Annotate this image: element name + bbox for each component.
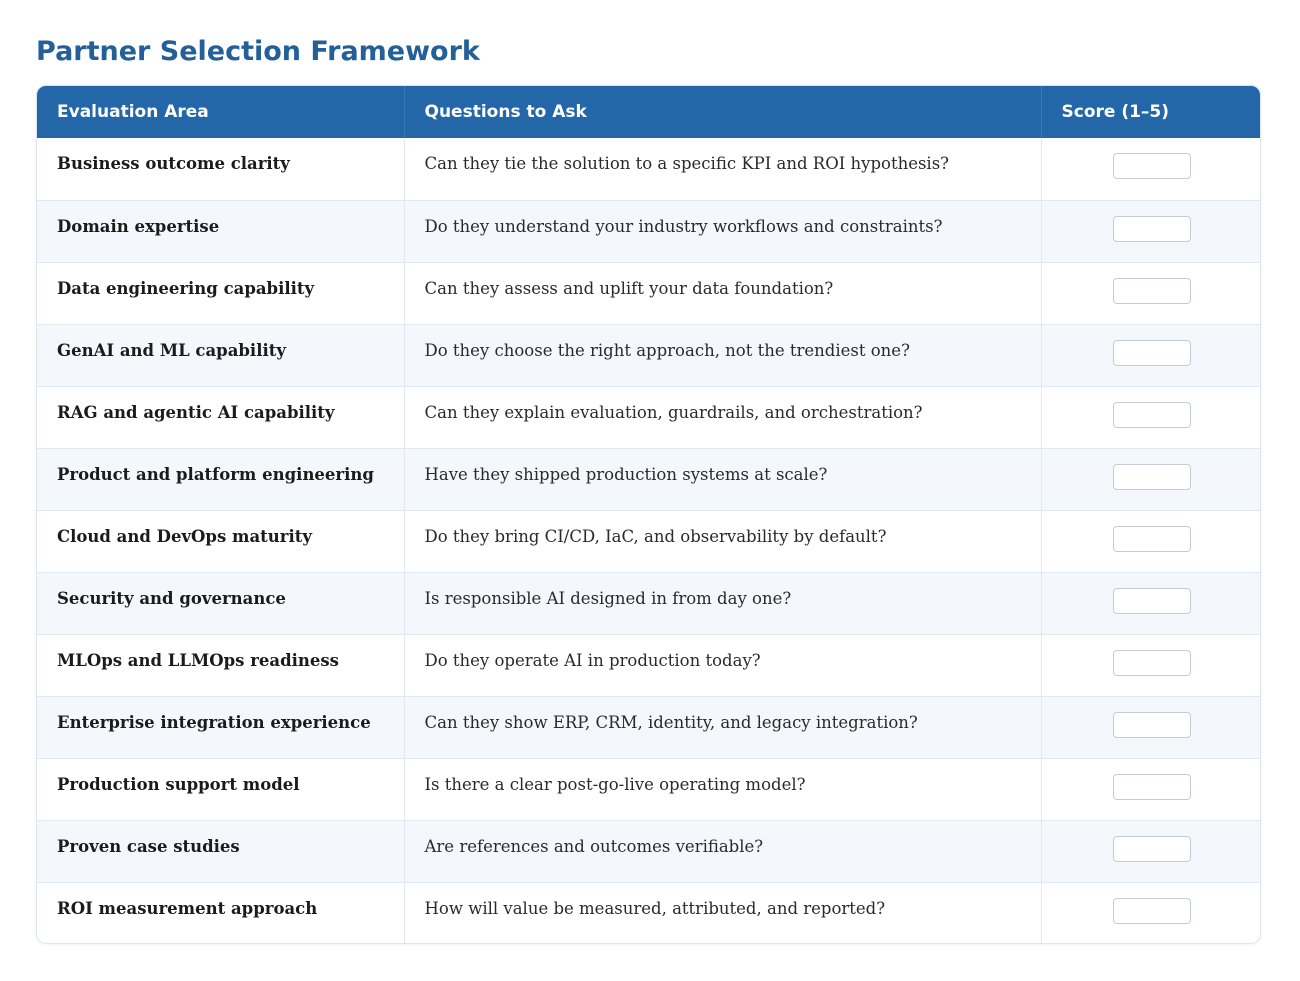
question-cell: Is there a clear post-go-live operating model? [404,758,1041,820]
question-cell: Do they operate AI in production today? [404,634,1041,696]
question-cell: Can they assess and uplift your data foundation? [404,262,1041,324]
score-input[interactable] [1113,278,1191,304]
table-header [37,86,1261,138]
header-score: Score (1–5) [1061,102,1170,122]
score-cell [1041,262,1261,324]
question-cell: Can they explain evaluation, guardrails, and orchestration? [404,386,1041,448]
table-row [37,572,1261,634]
score-cell [1041,138,1261,200]
evaluation-area-cell: Domain expertise [37,200,404,262]
evaluation-area-cell: Business outcome clarity [37,138,404,200]
evaluation-area-cell: Security and governance [37,572,404,634]
score-cell [1041,820,1261,882]
table-row [37,448,1261,510]
table-row [37,510,1261,572]
score-cell [1041,386,1261,448]
score-input[interactable] [1113,588,1191,614]
score-input[interactable] [1113,774,1191,800]
score-cell [1041,200,1261,262]
table-row [37,138,1261,200]
score-input[interactable] [1113,526,1191,552]
score-input[interactable] [1113,402,1191,428]
evaluation-area-cell: Cloud and DevOps maturity [37,510,404,572]
table-row [37,882,1261,944]
score-input[interactable] [1113,650,1191,676]
table-row [37,758,1261,820]
question-cell: Do they understand your industry workflows and constraints? [404,200,1041,262]
evaluation-area-cell: Proven case studies [37,820,404,882]
evaluation-area-cell: Data engineering capability [37,262,404,324]
evaluation-area-cell: Enterprise integration experience [37,696,404,758]
table-row [37,200,1261,262]
header-row [37,86,1261,138]
table-row [37,324,1261,386]
evaluation-area-cell: ROI measurement approach [37,882,404,944]
evaluation-area-cell: MLOps and LLMOps readiness [37,634,404,696]
score-cell [1041,696,1261,758]
score-cell [1041,510,1261,572]
question-cell: Do they choose the right approach, not the trendiest one? [404,324,1041,386]
score-input[interactable] [1113,836,1191,862]
score-input[interactable] [1113,464,1191,490]
question-cell: Are references and outcomes verifiable? [404,820,1041,882]
question-cell: Do they bring CI/CD, IaC, and observability by default? [404,510,1041,572]
score-input[interactable] [1113,340,1191,366]
header-evaluation-area: Evaluation Area [37,86,404,138]
score-input[interactable] [1113,153,1191,179]
score-cell [1041,572,1261,634]
table-row [37,262,1261,324]
page-title: Partner Selection Framework [36,36,480,67]
score-input[interactable] [1113,216,1191,242]
score-cell [1041,324,1261,386]
evaluation-area-cell: Production support model [37,758,404,820]
question-cell: Can they tie the solution to a specific KPI and ROI hypothesis? [404,138,1041,200]
table-row [37,820,1261,882]
table-row [37,386,1261,448]
score-cell [1041,634,1261,696]
table-body [37,138,1261,944]
score-input[interactable] [1113,898,1191,924]
evaluation-area-cell: GenAI and ML capability [37,324,404,386]
question-cell: Have they shipped production systems at scale? [404,448,1041,510]
score-cell [1041,758,1261,820]
score-input[interactable] [1113,712,1191,738]
question-cell: Is responsible AI designed in from day one? [404,572,1041,634]
evaluation-table [37,86,1261,944]
evaluation-table-card [36,85,1261,944]
evaluation-area-cell: RAG and agentic AI capability [37,386,404,448]
table-row [37,634,1261,696]
table-row [37,696,1261,758]
question-cell: Can they show ERP, CRM, identity, and legacy integration? [404,696,1041,758]
evaluation-area-cell: Product and platform engineering [37,448,404,510]
score-cell [1041,882,1261,944]
header-questions-to-ask: Questions to Ask [404,86,1041,138]
question-cell: How will value be measured, attributed, and reported? [404,882,1041,944]
score-cell [1041,448,1261,510]
